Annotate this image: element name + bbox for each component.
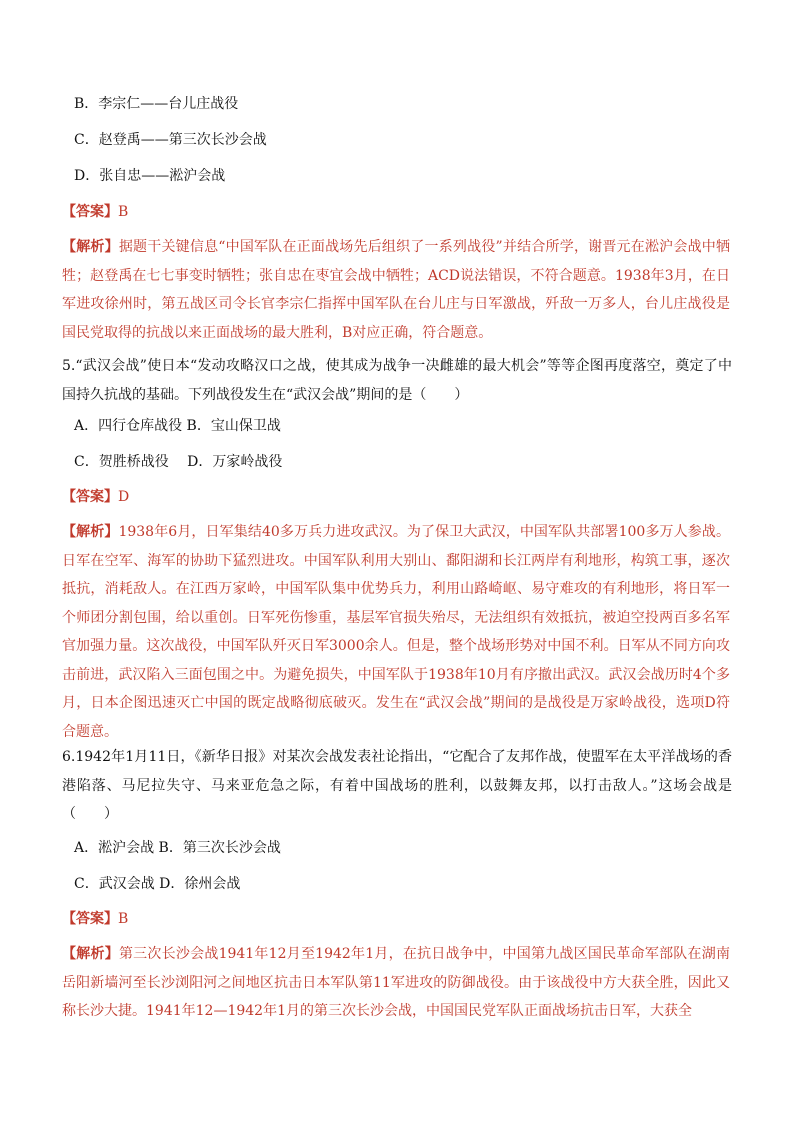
answer-value: D (118, 489, 130, 505)
answer-value: B (118, 204, 129, 220)
q5-stem: 5.“武汉会战”使日本“发动攻略汉口之战，使其成为战争一决雌雄的最大机会”等等企图再度落空，奠定了中国持久抗战的基础。下列战役发生在“武汉会战”期间的是（ ） (62, 358, 732, 403)
q5-options-cd: C．贺胜桥战役 D．万家岭战役 (74, 454, 283, 470)
analysis-tag: 【解析】 (62, 946, 119, 962)
q4-answer (62, 203, 128, 221)
q6-analysis (62, 940, 730, 1026)
answer-tag: 【答案】 (62, 204, 118, 220)
analysis-tag: 【解析】 (62, 524, 119, 540)
q5-answer (62, 488, 129, 506)
analysis-text: 1938年6月，日军集结40多万兵力进攻武汉。为了保卫大武汉，中国军队共部署100多万人参战。日军在空军、海军的协助下猛烈进攻。中国军队利用大别山、鄱阳湖和长江两岸有利地形，构筑工事，逐次抵抗，消耗敌人。在江西万家岭，中国军队集中优势兵力，利用山路崎岖、易守难攻的有利地形，将日军一个师团分割包围，给以重创。日军死伤惨重，基层军官损失殆尽，无法组织有效抵抗，被迫空投两百多名军官加强力量。这次战役，中国军队歼灭日军3000余人。但是，整个战场形势对中国不利。日军从不同方向攻击前进，武汉陷入三面包围之中。为避免损失，中国军队于1938年10月有序撤出武汉。武汉会战历时4个多月，日本企图迅速灭亡中国的既定战略彻底破灭。发生在“武汉会战”期间的是战役是万家岭战役，选项D符合题意。 (62, 524, 730, 740)
q5-options-ab: A．四行仓库战役 B．宝山保卫战 (74, 418, 281, 434)
analysis-text: 据题干关键信息“中国军队在正面战场先后组织了一系列战役”并结合所学，谢晋元在淞沪会战中牺牲；赵登禹在七七事变时牺牲；张自忠在枣宜会战中牺牲；ACD说法错误，不符合题意。1938年3月，在日军进攻徐州时，第五战区司令长官李宗仁指挥中国军队在台儿庄与日军激战，歼敌一万多人，台儿庄战役是国民党取得的抗战以来正面战场的最大胜利，B对应正确，符合题意。 (62, 239, 731, 341)
answer-tag: 【答案】 (62, 489, 118, 505)
q4-option-c: C．赵登禹——第三次长沙会战 (74, 132, 267, 148)
answer-value: B (118, 911, 129, 927)
q6-answer (62, 910, 128, 928)
q6-options-cd: C．武汉会战 D．徐州会战 (74, 876, 241, 892)
q6-stem: 6.1942年1月11日，《新华日报》对某次会战发表社论指出，“它配合了友邦作战，使盟军在太平洋战场的香港陷落、马尼拉失守、马来亚危急之际，有着中国战场的胜利，以鼓舞友邦，以打击敌人。”这场会战是（ ） (62, 749, 732, 822)
answer-tag: 【答案】 (62, 911, 118, 927)
q4-option-d: D．张自忠——淞沪会战 (74, 168, 226, 184)
q4-analysis (62, 233, 730, 347)
q4-option-b: B．李宗仁——台儿庄战役 (74, 96, 239, 112)
analysis-tag: 【解析】 (62, 239, 119, 255)
analysis-text: 第三次长沙会战1941年12月至1942年1月，在抗日战争中，中国第九战区国民革命军部队在湖南岳阳新墙河至长沙浏阳河之间地区抗击日本军队第11军进攻的防御战役。由于该战役中方大获全胜，因此又称长沙大捷。1941年12—1942年1月的第三次长沙会战，中国国民党军队正面战场抗击日军，大获全 (62, 946, 730, 1019)
q5-analysis (62, 518, 730, 746)
q6-options-ab: A．淞沪会战 B．第三次长沙会战 (74, 840, 281, 856)
